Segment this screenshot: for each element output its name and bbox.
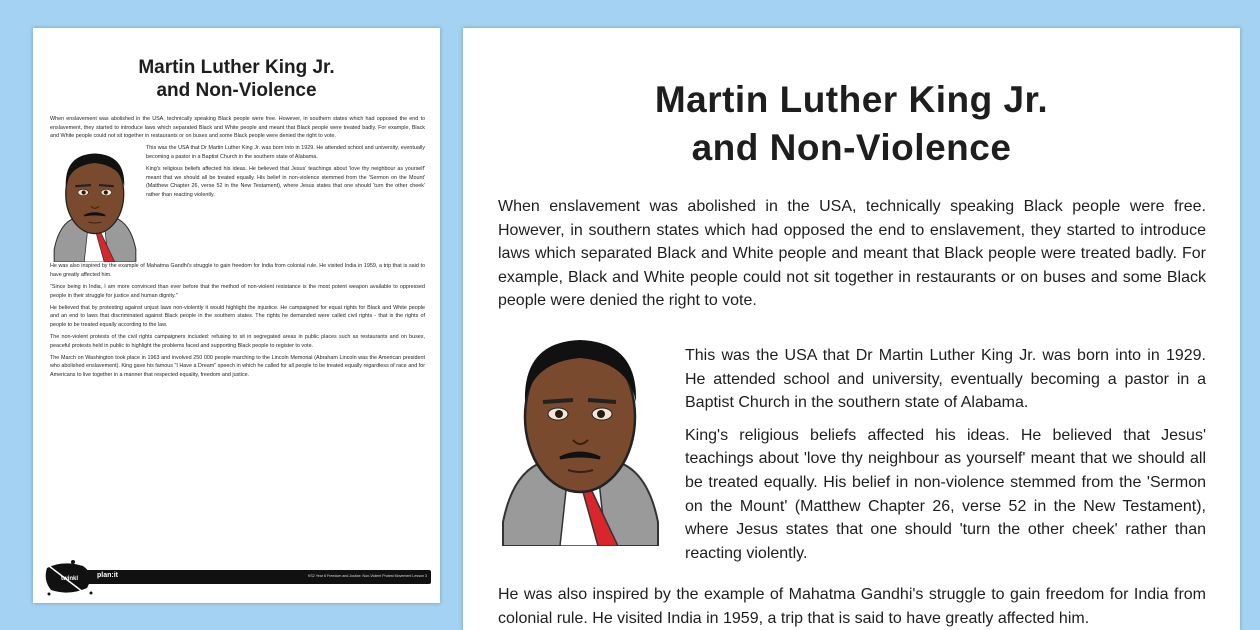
paragraph: King's religious beliefs affected his ideas. He believed that Jesus' teachings about 'love thy neighbour as yourself' meant that we should all be treated equally. His belief in non-violence stemmed from the 'Sermon on the Mount' (Matthew Chapter 26, verse 52 in the New Testament), where Jesus states that one should 'turn the other cheek' rather than reacting violently.	[146, 165, 425, 198]
footer-bar	[83, 570, 431, 584]
paragraph: He believed that by protesting against unjust laws non-violently it would highlight the injustice. He campaigned for equal rights for Black and White people and an end to laws that discriminated against Black people in the southern states. The rights he demanded were called civil rights - that is the rights of people to be treated equally according to the law.	[50, 304, 425, 328]
worksheet-page-enlarged	[463, 28, 1240, 630]
footer-info: KS2 Year 6 Freedom and Justice: Non-Violent Protest Movement Lesson 3	[308, 574, 427, 578]
paragraph: When enslavement was abolished in the USA, technically speaking Black people were free. However, in southern states which had opposed the end to enslavement, they started to introduce laws which separated Black and White people and meant that Black people were treated badly. For example, Black and White people could not sit together in restaurants or on buses and some Black people were denied the right to vote.	[50, 116, 425, 140]
worksheet-title	[463, 76, 1240, 172]
title-line-1: Martin Luther King Jr.	[654, 79, 1049, 120]
worksheet-title	[33, 56, 440, 102]
paragraph: When enslavement was abolished in the USA, technically speaking Black people were free. However, in southern states which had opposed the end to enslavement, they started to introduce laws which separated Black and White people and meant that Black people were treated badly. For example, Black and White people could not sit together in restaurants or on buses and some Black people were denied the right to vote.	[498, 198, 1206, 310]
worksheet-body	[498, 195, 1206, 630]
paragraph: He was also inspired by the example of Mahatma Gandhi's struggle to gain freedom for India from colonial rule. He visited India in 1959, a trip that is said to have greatly affected him.	[498, 586, 1206, 627]
title-line-2: and Non-Violence	[156, 80, 317, 101]
paragraph: This was the USA that Dr Martin Luther King Jr. was born into in 1929. He attended school and university, eventually becoming a pastor in a Baptist Church in the southern state of Alabama.	[685, 346, 1206, 412]
title-line-1: Martin Luther King Jr.	[138, 57, 335, 78]
planit-label: plan:it	[97, 572, 118, 579]
paragraph: "Since being in India, I am more convinced than ever before that the method of non-violent resistance is the most potent weapon available to oppressed people in their struggle for justice and human dignity."	[50, 283, 425, 299]
worksheet-footer	[43, 560, 431, 596]
portrait-row	[50, 144, 425, 262]
paragraph: King's religious beliefs affected his ideas. He believed that Jesus' teachings about 'love thy neighbour as yourself' meant that we should all be treated equally. His belief in non-violence stemmed from the 'Sermon on the Mount' (Matthew Chapter 26, verse 52 in the New Testament), where Jesus states that one should 'turn the other cheek' rather than reacting violently.	[685, 426, 1206, 562]
svg-text:twinkl: twinkl	[61, 576, 79, 582]
mlk-portrait-illustration	[498, 322, 663, 546]
mlk-portrait-illustration	[50, 144, 140, 262]
worksheet-preview-thumbnail	[33, 28, 440, 603]
title-line-2: and Non-Violence	[691, 127, 1012, 168]
portrait-row	[498, 322, 1206, 574]
paragraph: The non-violent protests of the civil rights campaigners included: refusing to sit in segregated areas in public places such as restaurants and on buses, peaceful protests held in public to highlight the problems faced and supporting Black people to register to vote.	[50, 333, 425, 349]
paragraph: This was the USA that Dr Martin Luther King Jr. was born into in 1929. He attended school and university, eventually becoming a pastor in a Baptist Church in the southern state of Alabama.	[146, 145, 425, 160]
paragraph: He was also inspired by the example of Mahatma Gandhi's struggle to gain freedom for India from colonial rule. He visited India in 1959, a trip that is said to have greatly affected him.	[50, 263, 425, 278]
worksheet-body	[50, 115, 425, 383]
twinkl-logo	[43, 560, 95, 596]
paragraph: The March on Washington took place in 1963 and involved 250 000 people marching to the Lincoln Memorial (Abraham Lincoln was the American president who abolished enslavement). King gave his famous "I Have a Dream" speech in which he called for all people to be treated equally regardless of race and for Americans to live together in a manner that respected equality, freedom and justice.	[50, 354, 425, 378]
